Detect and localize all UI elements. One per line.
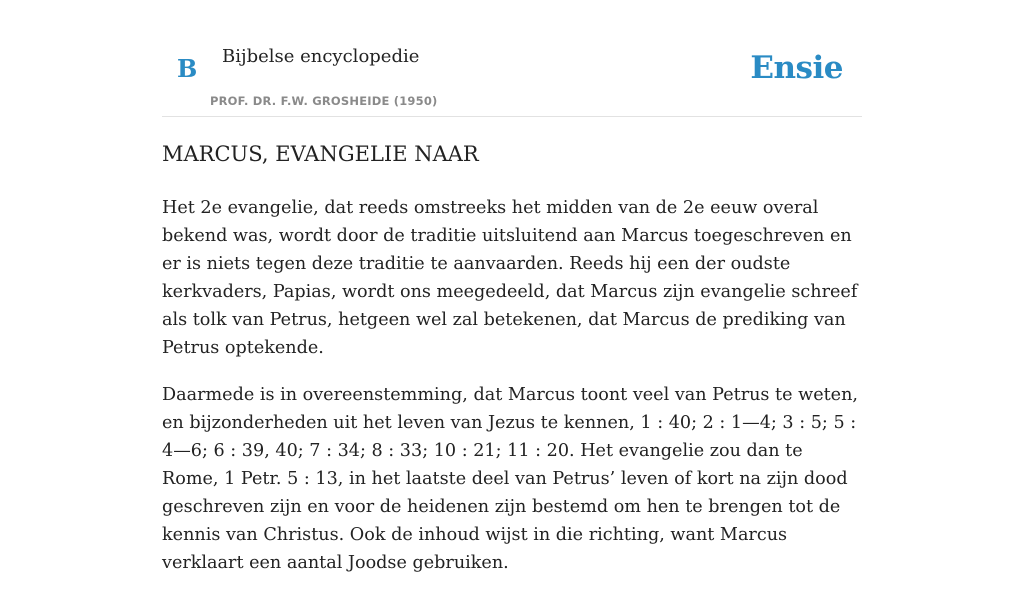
article-title: MARCUS, EVANGELIE NAAR [162, 142, 479, 166]
book-title[interactable]: Bijbelse encyclopedie [222, 46, 420, 67]
book-icon-link[interactable]: B [177, 54, 198, 83]
article-paragraph: Daarmede is in overeenstemming, dat Marcus toont veel van Petrus te weten, en bijzonderheden uit het leven van Jezus te kennen, 1 : 40; 2 : 1—4; 3 : 5; 5 : 4—6; 6 : 39, 40; 7 : 34; 8 : 33; 10 : 21; 11 : 20. Het evangelie zou dan te Rome, 1 Petr. 5 : 13, in het laatste deel van Petrus’ leven of kort na zijn dood geschreven zijn en voor de heidenen zijn bestemd om hen te brengen tot de kennis van Christus. Ook de inhoud wijst in die richting, want Marcus verklaart een aantal Joodse gebruiken. [162, 385, 859, 573]
site-header [162, 0, 862, 117]
article-paragraph: Het 2e evangelie, dat reeds omstreeks het midden van de 2e eeuw overal bekend was, wordt door de traditie uitsluitend aan Marcus toegeschreven en er is niets tegen deze traditie te aanvaarden. Reeds hij een der oudste kerkvaders, Papias, wordt ons meegedeeld, dat Marcus zijn evangelie schreef als tolk van Petrus, hetgeen wel zal betekenen, dat Marcus de prediking van Petrus optekende. [162, 198, 858, 358]
brand-logo[interactable]: Ensie [750, 50, 843, 86]
article [162, 138, 862, 596]
book-author: PROF. DR. F.W. GROSHEIDE (1950) [210, 94, 438, 108]
